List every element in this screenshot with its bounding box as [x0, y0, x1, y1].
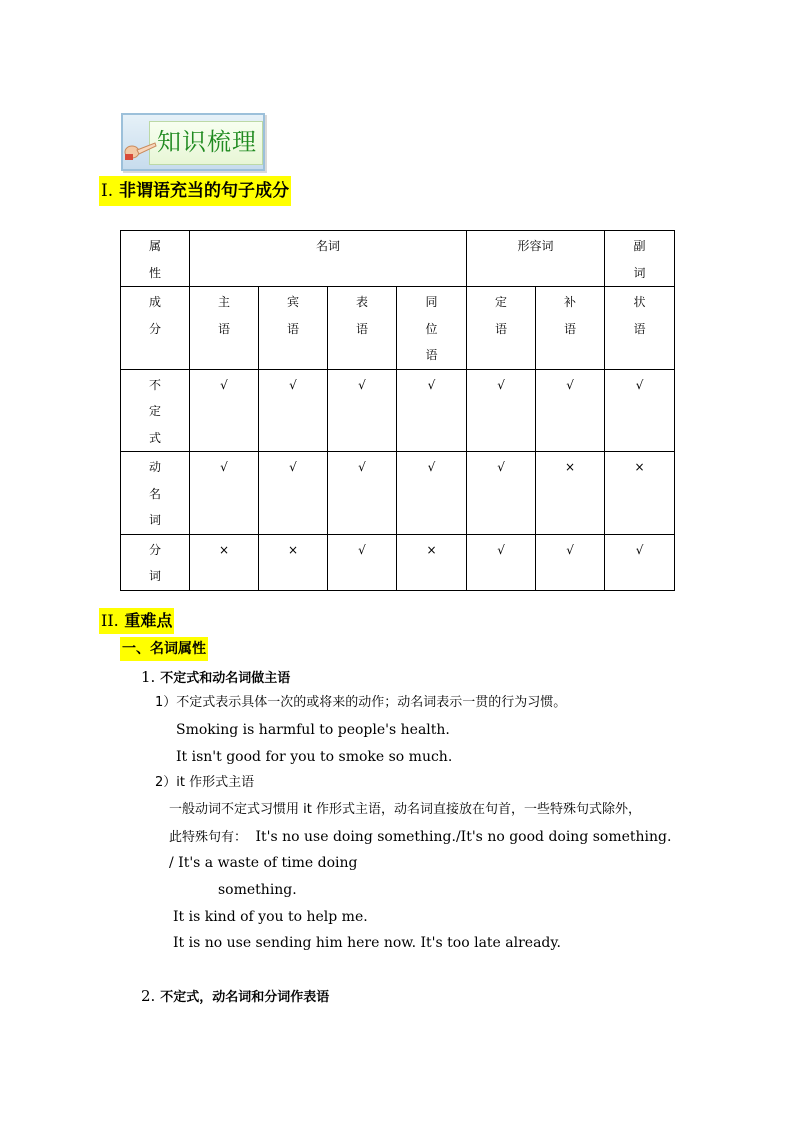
- point-2: 2）it 作形式主语: [155, 775, 255, 790]
- example-sentence: Smoking is harmful to people's health.: [176, 722, 450, 738]
- pointing-hand-icon: [123, 139, 157, 161]
- mark-cell: √: [536, 369, 605, 452]
- table-row-participle: [121, 534, 675, 590]
- component-cell: 表语: [328, 287, 397, 370]
- section-heading-1: [99, 176, 291, 206]
- item-heading-1: 1. 不定式和动名词做主语: [141, 668, 291, 686]
- mark-cell: √: [467, 534, 536, 590]
- table-row-infinitive: [121, 369, 675, 452]
- subsection-heading: 一、名词属性: [120, 637, 208, 661]
- mark-cell: √: [605, 534, 675, 590]
- mark-cell: √: [328, 452, 397, 535]
- header-cell-component: 成分: [121, 287, 190, 370]
- example-sentence: It is no use sending him here now. It's too late already.: [173, 935, 561, 951]
- header-cell-adverb: 副词: [605, 231, 675, 287]
- mark-cell: √: [397, 452, 467, 535]
- point-1: 1）不定式表示具体一次的或将来的动作；动名词表示一贯的行为习惯。: [155, 695, 567, 710]
- mark-cell: √: [259, 452, 328, 535]
- header-cell-attribute: 属性: [121, 231, 190, 287]
- mark-cell: ×: [397, 534, 467, 590]
- row-label-cell: 不定式: [121, 369, 190, 452]
- component-cell: 同位语: [397, 287, 467, 370]
- section-number: II.: [101, 611, 119, 630]
- mark-cell: √: [467, 369, 536, 452]
- row-label-cell: 分词: [121, 534, 190, 590]
- mark-cell: √: [605, 369, 675, 452]
- component-cell: 主语: [190, 287, 259, 370]
- mark-cell: ×: [605, 452, 675, 535]
- mark-cell: √: [328, 534, 397, 590]
- mark-cell: ×: [259, 534, 328, 590]
- header-cell-adjective: 形容词: [467, 231, 605, 287]
- table-row-gerund: [121, 452, 675, 535]
- mark-cell: √: [190, 369, 259, 452]
- header-cell-noun: 名词: [190, 231, 467, 287]
- non-finite-function-table: [120, 230, 675, 591]
- mark-cell: √: [259, 369, 328, 452]
- mark-cell: √: [190, 452, 259, 535]
- component-cell: 宾语: [259, 287, 328, 370]
- paragraph-line: something.: [218, 882, 297, 898]
- mark-cell: √: [328, 369, 397, 452]
- table-row-component: [121, 287, 675, 370]
- section-title: 重难点: [124, 611, 173, 630]
- item-heading-2: 2. 不定式，动名词和分词作表语: [141, 987, 330, 1005]
- section-heading-2: [99, 608, 174, 634]
- paragraph-line: / It's a waste of time doing: [169, 855, 358, 871]
- component-cell: 状语: [605, 287, 675, 370]
- mark-cell: √: [397, 369, 467, 452]
- banner-title: 知识梳理: [157, 128, 257, 156]
- row-label-cell: 动名词: [121, 452, 190, 535]
- table-row-attribute: [121, 231, 675, 287]
- paragraph-line: 此特殊句有： It's no use doing something./It's no good doing something.: [169, 829, 672, 845]
- mark-cell: √: [536, 534, 605, 590]
- section-number: I.: [101, 181, 114, 201]
- mark-cell: ×: [536, 452, 605, 535]
- component-cell: 补语: [536, 287, 605, 370]
- section-banner: [121, 113, 265, 171]
- mark-cell: ×: [190, 534, 259, 590]
- example-sentence: It is kind of you to help me.: [173, 909, 368, 925]
- example-sentence: It isn't good for you to smoke so much.: [176, 749, 453, 765]
- paragraph-line: 一般动词不定式习惯用 it 作形式主语，动名词直接放在句首，一些特殊句式除外，: [169, 802, 641, 817]
- component-cell: 定语: [467, 287, 536, 370]
- section-title: 非谓语充当的句子成分: [119, 181, 290, 201]
- mark-cell: √: [467, 452, 536, 535]
